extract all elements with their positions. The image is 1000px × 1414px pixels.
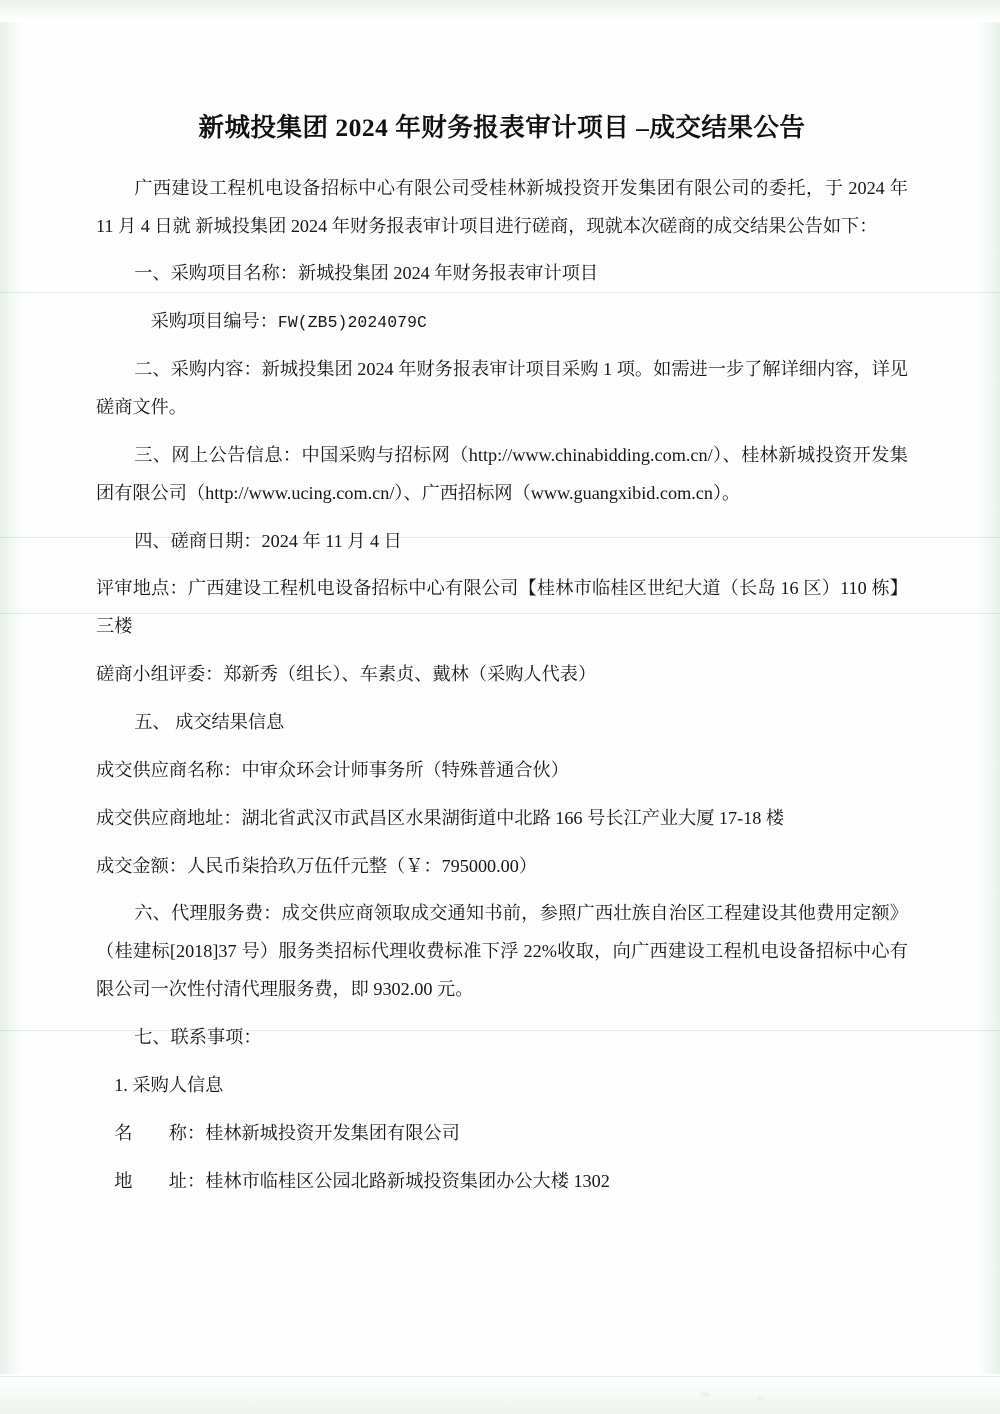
review-committee: 磋商小组评委：郑新秀（组长）、车素贞、戴林（采购人代表）	[96, 664, 597, 685]
page-edge-top	[0, 0, 1000, 22]
purchaser-address-value: 桂林市临桂区公园北路新城投资集团办公大楼 1302	[205, 1170, 610, 1191]
scan-speck	[700, 1392, 710, 1397]
project-number-value: FW(ZB5)2024079C	[277, 313, 427, 333]
review-place: 评审地点：广西建设工程机电设备招标中心有限公司【桂林市临桂区世纪大道（长岛 16 区）110 栋】三楼	[96, 578, 908, 637]
section-heading-2: 二、采购内容：新城投集团 2024 年财务报表审计项目采购 1 项。如需进一步了解详细内容，详见磋商文件。	[96, 359, 908, 417]
winning-supplier-name: 成交供应商名称：中审众环会计师事务所（特殊普通合伙）	[96, 759, 569, 780]
intro-paragraph: 广西建设工程机电设备招标中心有限公司受桂林新城投资开发集团有限公司的委托，于 2024 年 11 月 4 日就 新城投集团 2024 年财务报表审计项目进行磋商，现就本次磋商的成交结果公告如下：	[96, 177, 908, 236]
project-number-label: 采购项目编号：	[150, 311, 278, 332]
winning-amount: 成交金额：人民币柒拾玖万伍仟元整（￥：795000.00）	[96, 855, 538, 876]
section-heading-1: 一、采购项目名称：新城投集团 2024 年财务报表审计项目	[134, 263, 599, 284]
scan-speck	[757, 1396, 765, 1400]
section-heading-6: 六、代理服务费：成交供应商领取成交通知书前，参照广西壮族自治区工程建设其他费用定额》（桂建标[2018]37 号）服务类招标代理收费标准下浮 22%收取，向广西建设工程机电设备招标中心有限公司一次性付清代理服务费，即 9302.00 元。	[96, 903, 908, 1000]
purchaser-name-label: 名 称：	[114, 1122, 206, 1143]
section-heading-3: 三、网上公告信息：中国采购与招标网（http://www.chinabidding.com.cn/）、桂林新城投资开发集团有限公司（http://www.ucing.com.cn/）、广西招标网（www.guangxibid.com.cn）。	[96, 444, 908, 503]
purchaser-info-subheading: 1. 采购人信息	[114, 1074, 224, 1095]
purchaser-address-label: 地 址：	[114, 1170, 206, 1191]
winning-supplier-address: 成交供应商地址：湖北省武汉市武昌区水果湖街道中北路 166 号长江产业大厦 17-18 楼	[96, 807, 785, 828]
purchaser-address-line	[96, 1163, 908, 1201]
section-heading-5: 五、 成交结果信息	[134, 712, 285, 732]
scan-artifact-line	[0, 1376, 1000, 1377]
project-number-line	[96, 303, 908, 341]
section-heading-4: 四、磋商日期：2024 年 11 月 4 日	[134, 530, 402, 551]
page-edge-right	[976, 0, 1000, 1414]
page-edge-left	[0, 0, 26, 1414]
purchaser-name-value: 桂林新城投资开发集团有限公司	[205, 1122, 460, 1143]
document-body	[96, 110, 908, 1210]
section-heading-7: 七、联系事项：	[134, 1027, 262, 1048]
purchaser-name-line	[96, 1115, 908, 1153]
page-edge-bottom	[0, 1374, 1000, 1414]
page-title: 新城投集团 2024 年财务报表审计项目 –成交结果公告	[198, 113, 806, 142]
